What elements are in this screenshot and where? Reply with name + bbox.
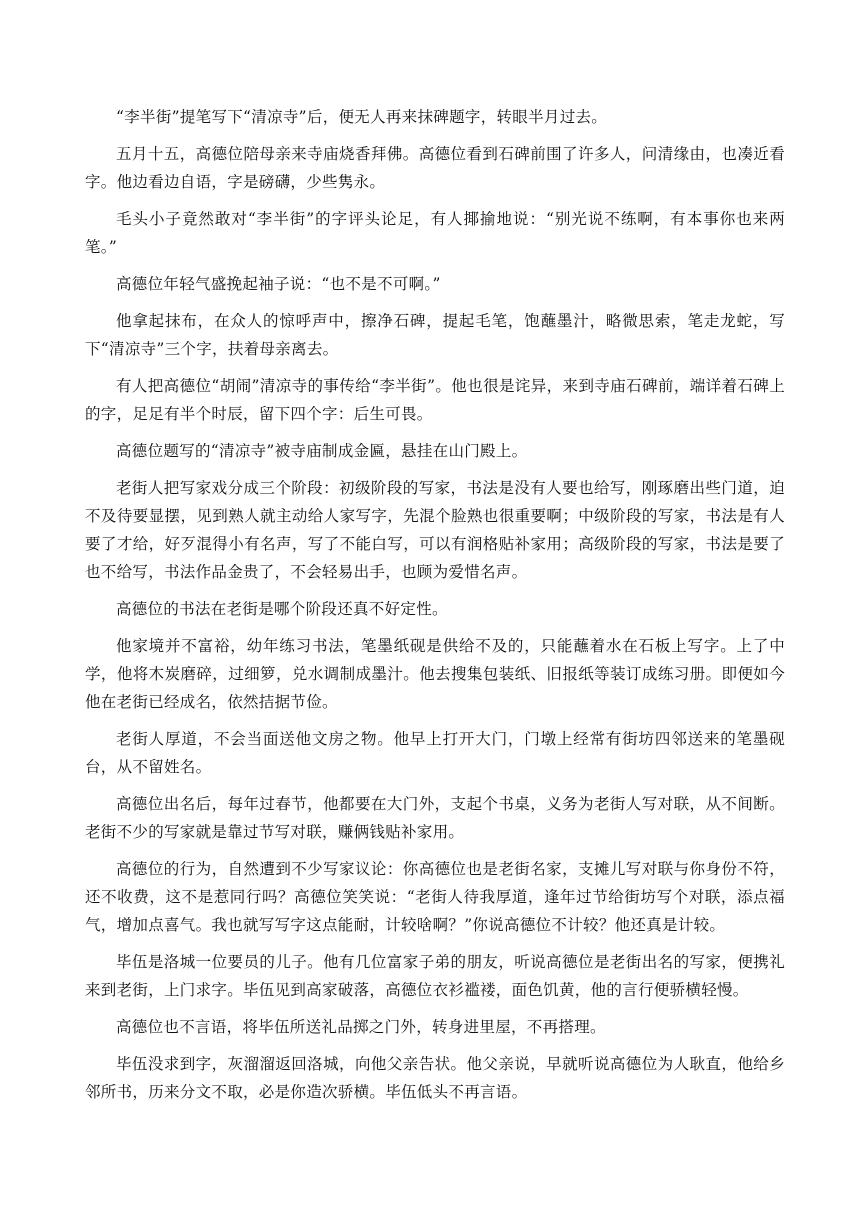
paragraph: 老街人把写家戏分成三个阶段：初级阶段的写家，书法是没有人要也给写，刚琢磨出些门道，迫不及待要显摆，见到熟人就主动给人家写字，先混个脸熟也很重要啊；中级阶段的写家，书法是有人要了才给，好歹混得小有名声，写了不能白写，可以有润格贴补家用；高级阶段的写家，书法是要了也不给写，书法作品金贵了，不会轻易出手，也顾为爱惜名声。 <box>85 479 785 581</box>
paragraph: 高德位也不言语，将毕伍所送礼品掷之门外，转身进里屋，不再搭理。 <box>116 1018 606 1036</box>
paragraph: 毛头小子竟然敢对“李半街”的字评头论足，有人揶揄地说：“别光说不练啊，有本事你也来两笔。” <box>85 210 785 256</box>
paragraph: 高德位出名后，每年过春节，他都要在大门外，支起个书桌，义务为老街人写对联，从不间断。老街不少的写家就是靠过节写对联，赚俩钱贴补家用。 <box>85 795 785 841</box>
paragraph: 毕伍是洛城一位要员的儿子。他有几位富家子弟的朋友，听说高德位是老街出名的写家，便携礼来到老街，上门求字。毕伍见到高家破落，高德位衣衫褴褛，面色饥黄，他的言行便骄横轻慢。 <box>85 953 785 999</box>
paragraph: 有人把高德位“胡闹”清凉寺的事传给“李半街”。他也很是诧异，来到寺庙石碑前，端详着石碑上的字，足足有半个时辰，留下四个字：后生可畏。 <box>85 377 785 423</box>
paragraph: 高德位的书法在老街是哪个阶段还真不好定性。 <box>116 600 448 618</box>
paragraph: 高德位题写的“清凉寺”被寺庙制成金匾，悬挂在山门殿上。 <box>116 442 528 460</box>
paragraph: 他家境并不富裕，幼年练习书法，笔墨纸砚是供给不及的，只能蘸着水在石板上写字。上了中学，他将木炭磨碎，过细箩，兑水调制成墨汁。他去搜集包装纸、旧报纸等装订成练习册。即便如今他在老街已经成名，依然拮据节俭。 <box>85 637 785 711</box>
paragraph: 高德位的行为，自然遭到不少写家议论：你高德位也是老街名家，支摊儿写对联与你身份不符，还不收费，这不是惹同行吗？高德位笑笑说：“老街人待我厚道，逢年过节给街坊写个对联，添点福气，增加点喜气。我也就写写字这点能耐，计较啥啊？”你说高德位不计较？他还真是计较。 <box>85 860 785 934</box>
paragraph: 高德位年轻气盛挽起袖子说：“也不是不可啊。” <box>116 275 441 293</box>
paragraph: 毕伍没求到字，灰溜溜返回洛城，向他父亲告状。他父亲说，早就听说高德位为人耿直，他给乡邻所书，历来分文不取，必是你造次骄横。毕伍低头不再言语。 <box>85 1055 785 1101</box>
paragraph: 五月十五，高德位陪母亲来寺庙烧香拜佛。高德位看到石碑前围了许多人，问清缘由，也凑近看字。他边看边自语，字是磅礴，少些隽永。 <box>85 145 785 191</box>
paragraph: 老街人厚道，不会当面送他文房之物。他早上打开大门，门墩上经常有街坊四邻送来的笔墨砚台，从不留姓名。 <box>85 730 785 776</box>
paragraph: 他拿起抹布，在众人的惊呼声中，擦净石碑，提起毛笔，饱蘸墨汁，略微思索，笔走龙蛇，写下“清凉寺”三个字，扶着母亲离去。 <box>85 312 785 358</box>
paragraph: “李半街”提笔写下“清凉寺”后，便无人再来抹碑题字，转眼半月过去。 <box>116 108 608 126</box>
